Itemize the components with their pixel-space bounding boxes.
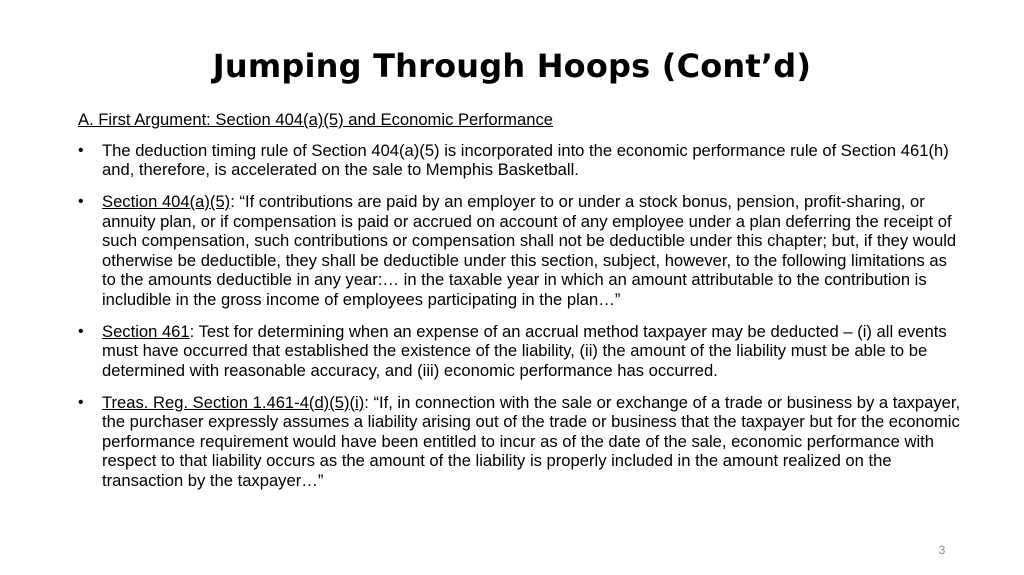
section-heading: A. First Argument: Section 404(a)(5) and Economic Performance bbox=[78, 110, 553, 129]
bullet-separator: : bbox=[189, 321, 199, 341]
bullet-item-timing-rule bbox=[78, 141, 962, 180]
slide-content bbox=[78, 110, 962, 503]
bullet-item-section-461 bbox=[78, 322, 962, 381]
bullet-text: “If contributions are paid by an employer to or under a stock bonus, pension, profit-sharing, or annuity plan, or if compensation is paid or accrued on account of any employee under a plan deferring the receipt of such compensation, such contributions or compensation shall not be deductible under this chapter; but, if they would otherwise be deductible, they shall be deductible under this section, subject, however, to the following limitations as to the amounts deductible in any year:… in the taxable year in which an amount attributable to the contribution is includible in the gross income of employees participating in the plan…” bbox=[102, 192, 957, 309]
bullet-text: Test for determining when an expense of an accrual method taxpayer may be deducted – (i) all events must have occurred that established the existence of the liability, (ii) the amount of the liability must be able to be determined with reasonable accuracy, and (iii) economic performance has occurred. bbox=[102, 321, 947, 380]
bullet-reference: Treas. Reg. Section 1.461-4(d)(5)(i) bbox=[102, 392, 365, 412]
bullet-dot-icon: • bbox=[78, 322, 84, 340]
bullet-item-treas-reg bbox=[78, 393, 962, 491]
bullet-dot-icon: • bbox=[78, 141, 84, 159]
bullet-text: “If, in connection with the sale or exchange of a trade or business by a taxpayer, the purchaser expressly assumes a liability arising out of the trade or business that the taxpayer but for the economic performance requirement would have been entitled to incur as of the date of the sale, economic performance with respect to that liability occurs as the amount of the liability is properly included in the amount realized on the transaction by the taxpayer…” bbox=[102, 392, 961, 490]
bullet-dot-icon: • bbox=[78, 393, 84, 411]
bullet-reference: Section 461 bbox=[102, 321, 190, 341]
bullet-separator: : bbox=[230, 192, 240, 211]
bullet-item-section-404 bbox=[78, 192, 962, 309]
page-number: 3 bbox=[938, 543, 946, 557]
bullet-reference: Section 404(a)(5) bbox=[102, 192, 231, 211]
bullet-dot-icon: • bbox=[78, 193, 84, 210]
bullet-text: The deduction timing rule of Section 404(a)(5) is incorporated into the economic performance rule of Section 461(h) and, therefore, is accelerated on the sale to Memphis Basketball. bbox=[102, 140, 949, 179]
bullet-separator: : bbox=[364, 392, 374, 412]
bullet-list bbox=[78, 141, 962, 491]
slide-title: Jumping Through Hoops (Cont’d) bbox=[212, 47, 812, 85]
